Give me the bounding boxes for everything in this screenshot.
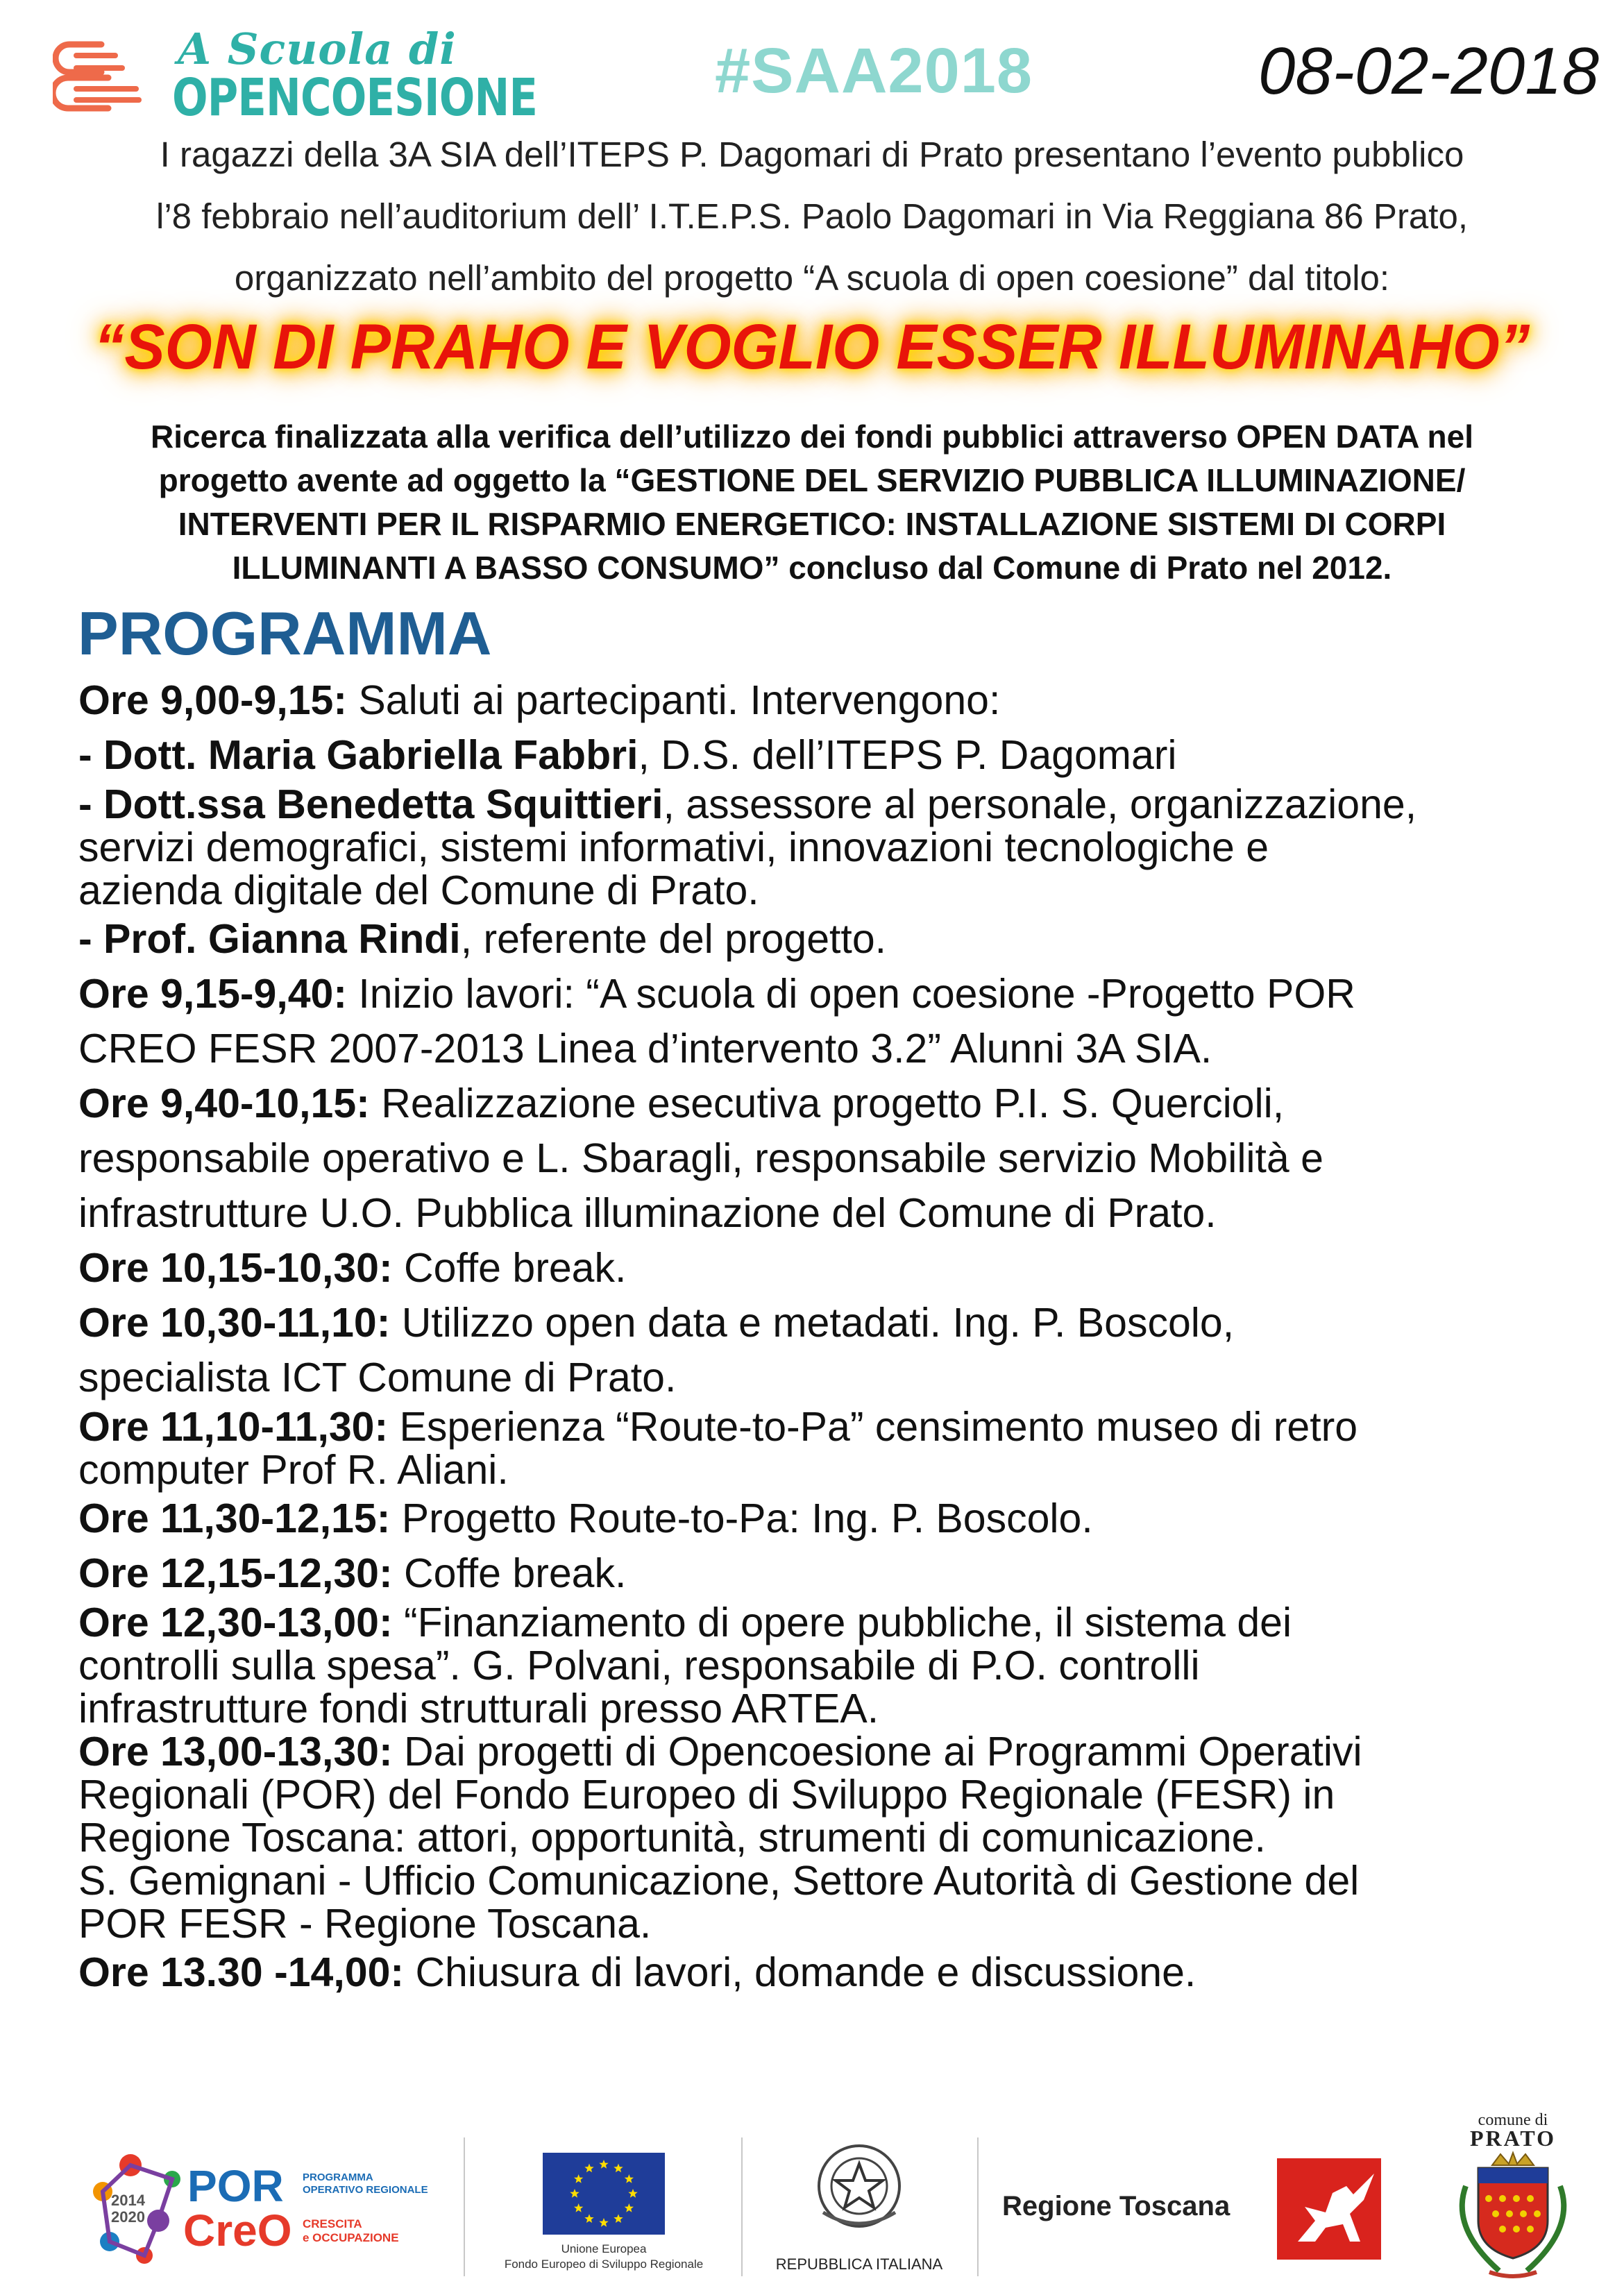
program-time: - Dott. Maria Gabriella Fabbri	[78, 732, 638, 778]
program-text: azienda digitale del Comune di Prato.	[78, 867, 759, 913]
intro-line: organizzato nell’ambito del progetto “A scuola di open coesione” dal titolo:	[234, 258, 1390, 298]
research-description	[76, 415, 1548, 590]
program-line	[78, 1448, 1605, 1491]
program-line	[78, 967, 1605, 1022]
por-creo-logo	[82, 2137, 429, 2276]
por-creo-mark-icon	[82, 2137, 429, 2276]
program-line	[78, 673, 1605, 728]
program-time: Ore 11,30-12,15:	[78, 1496, 391, 1541]
program-line	[78, 1076, 1605, 1131]
program-item	[78, 1296, 1605, 1405]
opencoesione-logo	[53, 19, 538, 128]
program-text: controlli sulla spesa”. G. Polvani, responsabile di P.O. controlli	[78, 1643, 1200, 1688]
divider	[464, 2137, 465, 2276]
por-name: POR	[187, 2161, 284, 2211]
comune-di-prato-logo	[1423, 2110, 1603, 2290]
eu-flag-icon	[500, 2137, 708, 2276]
program-time: Ore 10,30-11,10:	[78, 1300, 391, 1346]
prato-coat-of-arms-icon	[1423, 2110, 1603, 2290]
prato-caption: PRATO	[1469, 2126, 1557, 2151]
program-item	[78, 1601, 1605, 1730]
repubblica-italiana-logo	[769, 2131, 949, 2283]
program-text: , referente del progetto.	[460, 916, 887, 962]
program-line	[78, 1296, 1605, 1350]
program-time: Ore 12,15-12,30:	[78, 1550, 393, 1596]
program-item	[78, 1730, 1605, 1945]
program-text: Regione Toscana: attori, opportunità, strumenti di comunicazione.	[78, 1815, 1266, 1861]
program-text: Saluti ai partecipanti. Intervengono:	[347, 677, 1001, 723]
eu-logo	[500, 2137, 708, 2276]
intro-line: I ragazzi della 3A SIA dell’ITEPS P. Dagomari di Prato presentano l’evento pubblico	[160, 135, 1464, 174]
por-years-top: 2014	[111, 2192, 145, 2209]
program-item	[78, 673, 1605, 728]
research-line: INTERVENTI PER IL RISPARMIO ENERGETICO: INSTALLAZIONE SISTEMI DI CORPI	[178, 506, 1446, 542]
research-line: ILLUMINANTI A BASSO CONSUMO” concluso dal Comune di Prato nel 2012.	[232, 550, 1392, 586]
program-line	[78, 1405, 1605, 1448]
program-text: infrastrutture U.O. Pubblica illuminazione del Comune di Prato.	[78, 1190, 1217, 1236]
program-item	[78, 728, 1605, 783]
program-time: Ore 9,00-9,15:	[78, 677, 348, 723]
program-item	[78, 912, 1605, 967]
por-sub: e OCCUPAZIONE	[303, 2231, 399, 2244]
program-text: , assessore al personale, organizzazione,	[663, 781, 1417, 827]
program-text: Coffe break.	[392, 1245, 627, 1291]
program-text: Regionali (POR) del Fondo Europeo di Sviluppo Regionale (FESR) in	[78, 1772, 1335, 1818]
book-stack-icon	[53, 40, 157, 117]
program-item	[78, 1491, 1605, 1546]
intro-text	[42, 124, 1582, 309]
program-line	[78, 1945, 1605, 2000]
italian-emblem-icon	[769, 2131, 949, 2283]
program-text: Esperienza “Route-to-Pa” censimento museo di retro	[388, 1404, 1358, 1450]
por-sub: CRESCITA	[303, 2217, 362, 2230]
program-time: Ore 12,30-13,00:	[78, 1600, 393, 1645]
program-item	[78, 1945, 1605, 2000]
regione-toscana-logo	[999, 2137, 1388, 2276]
toscana-pegasus-icon	[999, 2137, 1388, 2276]
program-text: , D.S. dell’ITEPS P. Dagomari	[638, 732, 1177, 778]
program-line	[78, 1241, 1605, 1296]
program-line	[78, 1902, 1605, 1945]
program-text: “Finanziamento di opere pubbliche, il sistema dei	[392, 1600, 1292, 1645]
program-line	[78, 1186, 1605, 1241]
program-list	[78, 673, 1605, 2000]
program-item	[78, 1076, 1605, 1241]
header	[0, 0, 1624, 139]
logo-wordmark: OPENCOESIONE	[172, 68, 538, 128]
program-text: Inizio lavori: “A scuola di open coesione -Progetto POR	[347, 971, 1355, 1017]
program-item	[78, 783, 1605, 912]
repubblica-caption: REPUBBLICA ITALIANA	[775, 2255, 943, 2273]
program-text: S. Gemignani - Ufficio Comunicazione, Settore Autorità di Gestione del	[78, 1858, 1360, 1904]
program-line	[78, 1816, 1605, 1859]
research-line: Ricerca finalizzata alla verifica dell’utilizzo dei fondi pubblici attraverso OPEN DATA nel	[150, 418, 1474, 455]
program-item	[78, 967, 1605, 1076]
por-sub: PROGRAMMA	[303, 2171, 373, 2183]
program-text: Realizzazione esecutiva progetto P.I. S. Quercioli,	[369, 1081, 1285, 1126]
divider	[977, 2137, 979, 2276]
program-time: Ore 10,15-10,30:	[78, 1245, 393, 1291]
program-line	[78, 1644, 1605, 1687]
program-text: servizi demografici, sistemi informativi, innovazioni tecnologiche e	[78, 824, 1269, 870]
sponsor-logos	[0, 2110, 1624, 2290]
program-text: Dai progetti di Opencoesione ai Programmi Operativi	[392, 1729, 1362, 1775]
program-item	[78, 1405, 1605, 1491]
program-text: responsabile operativo e L. Sbaragli, responsabile servizio Mobilità e	[78, 1135, 1323, 1181]
program-text: specialista ICT Comune di Prato.	[78, 1355, 677, 1400]
program-line	[78, 728, 1605, 783]
prato-caption: comune di	[1478, 2111, 1548, 2129]
program-time: - Dott.ssa Benedetta Squittieri	[78, 781, 663, 827]
program-line	[78, 1687, 1605, 1730]
creo-name: CreO	[183, 2205, 292, 2255]
program-text: POR FESR - Regione Toscana.	[78, 1901, 652, 1947]
research-line: progetto avente ad oggetto la “GESTIONE DEL SERVIZIO PUBBLICA ILLUMINAZIONE/	[158, 462, 1466, 498]
program-line	[78, 1601, 1605, 1644]
program-item	[78, 1546, 1605, 1601]
por-years-bottom: 2020	[111, 2208, 145, 2226]
program-text: CREO FESR 2007-2013 Linea d’intervento 3.2” Alunni 3A SIA.	[78, 1026, 1212, 1072]
program-time: Ore 9,15-9,40:	[78, 971, 348, 1017]
event-date: 08-02-2018	[1258, 34, 1599, 108]
program-line	[78, 783, 1605, 826]
eu-caption: Unione Europea	[561, 2242, 647, 2255]
program-line	[78, 1131, 1605, 1186]
program-time: - Prof. Gianna Rindi	[78, 916, 461, 962]
event-title: “SON DI PRAHO E VOGLIO ESSER ILLUMINAHO”	[94, 312, 1530, 382]
program-line	[78, 869, 1605, 912]
program-line	[78, 1773, 1605, 1816]
program-text: Chiusura di lavori, domande e discussione.	[404, 1949, 1196, 1995]
logo-tagline: A Scuola di	[178, 24, 457, 74]
program-line	[78, 1022, 1605, 1076]
program-time: Ore 13.30 -14,00:	[78, 1949, 405, 1995]
program-time: Ore 13,00-13,30:	[78, 1729, 393, 1775]
program-time: Ore 11,10-11,30:	[78, 1404, 389, 1450]
toscana-caption: Regione Toscana	[1002, 2191, 1230, 2221]
program-text: Coffe break.	[392, 1550, 627, 1596]
eu-caption: Fondo Europeo di Sviluppo Regionale	[504, 2258, 704, 2271]
intro-line: l’8 febbraio nell’auditorium dell’ I.T.E.P.S. Paolo Dagomari in Via Reggiana 86 Prato,	[156, 196, 1468, 236]
program-line	[78, 912, 1605, 967]
program-line	[78, 1730, 1605, 1773]
program-line	[78, 1546, 1605, 1601]
program-line	[78, 1859, 1605, 1902]
program-line	[78, 826, 1605, 869]
hashtag: #SAA2018	[715, 35, 1033, 106]
program-time: Ore 9,40-10,15:	[78, 1081, 370, 1126]
divider	[741, 2137, 743, 2276]
program-text: Utilizzo open data e metadati. Ing. P. Boscolo,	[390, 1300, 1235, 1346]
program-line	[78, 1491, 1605, 1546]
program-line	[78, 1350, 1605, 1405]
program-item	[78, 1241, 1605, 1296]
por-sub: OPERATIVO REGIONALE	[303, 2184, 428, 2196]
program-text: Progetto Route-to-Pa: Ing. P. Boscolo.	[390, 1496, 1093, 1541]
program-heading: PROGRAMMA	[78, 599, 492, 668]
program-text: computer Prof R. Aliani.	[78, 1447, 509, 1493]
program-text: infrastrutture fondi strutturali presso ARTEA.	[78, 1686, 879, 1731]
